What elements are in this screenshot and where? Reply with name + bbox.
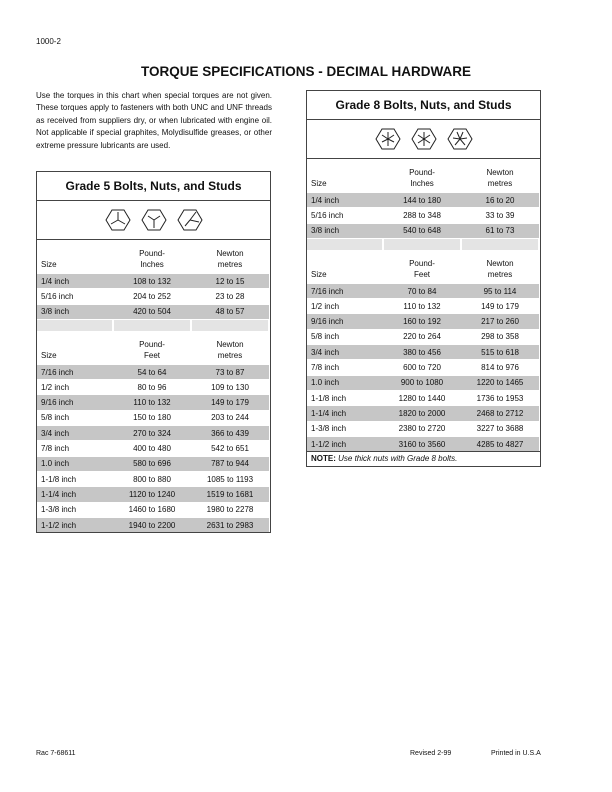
table-row: 1.0 inch 580 to 696 787 to 944 <box>37 456 269 471</box>
table-row: 3/4 inch 380 to 456 515 to 618 <box>307 345 539 360</box>
header-pound-inches: Pound- Inches <box>113 241 191 274</box>
table-row: 7/8 inch 400 to 480 542 to 651 <box>37 441 269 456</box>
grade8-note <box>307 451 540 466</box>
page-title: TORQUE SPECIFICATIONS - DECIMAL HARDWARE <box>140 64 471 79</box>
table-row: 1.0 inch 900 to 1080 1220 to 1465 <box>307 375 539 390</box>
table-row: 1/4 inch 144 to 180 16 to 20 <box>307 193 539 208</box>
table-row: 7/8 inch 600 to 720 814 to 976 <box>307 360 539 375</box>
grade8-table-box <box>306 90 541 467</box>
table-row: 3/4 inch 270 to 324 366 to 439 <box>37 426 269 441</box>
header-newton-metres: Newton metres <box>461 250 539 283</box>
table-row: 1-1/8 inch 800 to 880 1085 to 1193 <box>37 471 269 486</box>
note-label: NOTE: <box>311 454 336 464</box>
table-row: 1/2 inch 80 to 96 109 to 130 <box>37 380 269 395</box>
hex-three-lines-icon <box>177 208 203 232</box>
table-row: 1-3/8 inch 2380 to 2720 3227 to 3688 <box>307 421 539 436</box>
hex-six-lines-icon <box>447 127 473 151</box>
page-number: 1000-2 <box>36 37 61 46</box>
note-text: Use thick nuts with Grade 8 bolts. <box>338 454 458 464</box>
grade5-table-box <box>36 171 271 533</box>
grade5-heading: Grade 5 Bolts, Nuts, and Studs <box>37 172 270 201</box>
header-pound-inches: Pound- Inches <box>383 160 461 193</box>
footer-printed: Printed in U.S.A <box>491 750 541 757</box>
table-row: 7/16 inch 70 to 84 95 to 114 <box>307 283 539 298</box>
table-row: 3/8 inch 540 to 648 61 to 73 <box>307 223 539 238</box>
table-header-row <box>37 331 269 364</box>
header-size: Size <box>37 241 113 274</box>
header-newton-metres: Newton metres <box>461 160 539 193</box>
table-row: 3/8 inch 420 to 504 48 to 57 <box>37 304 269 319</box>
grade8-icons <box>307 120 540 159</box>
table-spacer <box>307 238 539 250</box>
header-newton-metres: Newton metres <box>191 331 269 364</box>
footer-doc-code: Rac 7-68611 <box>36 750 76 757</box>
header-pound-feet: Pound- Feet <box>113 331 191 364</box>
hex-three-lines-icon <box>105 208 131 232</box>
table-row: 1-1/8 inch 1280 to 1440 1736 to 1953 <box>307 390 539 405</box>
intro-paragraph: Use the torques in this chart when special torques are not given. These torques apply to fasteners with both UNC and UNF threads as received from suppliers dry, or when lubricated with engine oil. Not applicable if special graphites, Molydisulfide greases, or other extreme pressure lubricants are used. <box>36 91 272 150</box>
table-row: 5/8 inch 150 to 180 203 to 244 <box>37 410 269 425</box>
grade5-icons <box>37 201 270 240</box>
header-pound-feet: Pound- Feet <box>383 250 461 283</box>
hex-six-lines-icon <box>411 127 437 151</box>
table-row: 9/16 inch 160 to 192 217 to 260 <box>307 314 539 329</box>
table-row: 5/16 inch 288 to 348 33 to 39 <box>307 208 539 223</box>
hex-three-lines-icon <box>141 208 167 232</box>
table-header-row <box>307 160 539 193</box>
table-header-row <box>307 250 539 283</box>
table-row: 1/2 inch 110 to 132 149 to 179 <box>307 299 539 314</box>
hex-six-lines-icon <box>375 127 401 151</box>
table-row: 1-1/2 inch 3160 to 3560 4285 to 4827 <box>307 436 539 451</box>
table-row: 1-3/8 inch 1460 to 1680 1980 to 2278 <box>37 502 269 517</box>
header-newton-metres: Newton metres <box>191 241 269 274</box>
table-header-row <box>37 241 269 274</box>
footer-revised: Revised 2-99 <box>410 750 452 757</box>
table-row: 1-1/4 inch 1820 to 2000 2468 to 2712 <box>307 406 539 421</box>
table-row: 7/16 inch 54 to 64 73 to 87 <box>37 364 269 379</box>
table-row: 1-1/2 inch 1940 to 2200 2631 to 2983 <box>37 517 269 532</box>
header-size: Size <box>307 160 383 193</box>
grade8-heading: Grade 8 Bolts, Nuts, and Studs <box>307 91 540 120</box>
header-size: Size <box>37 331 113 364</box>
grade5-table <box>37 240 270 532</box>
header-size: Size <box>307 250 383 283</box>
grade8-table <box>307 159 540 451</box>
table-row: 9/16 inch 110 to 132 149 to 179 <box>37 395 269 410</box>
table-row: 1-1/4 inch 1120 to 1240 1519 to 1681 <box>37 487 269 502</box>
table-row: 5/16 inch 204 to 252 23 to 28 <box>37 289 269 304</box>
table-row: 5/8 inch 220 to 264 298 to 358 <box>307 329 539 344</box>
table-spacer <box>37 319 269 331</box>
table-row: 1/4 inch 108 to 132 12 to 15 <box>37 274 269 289</box>
